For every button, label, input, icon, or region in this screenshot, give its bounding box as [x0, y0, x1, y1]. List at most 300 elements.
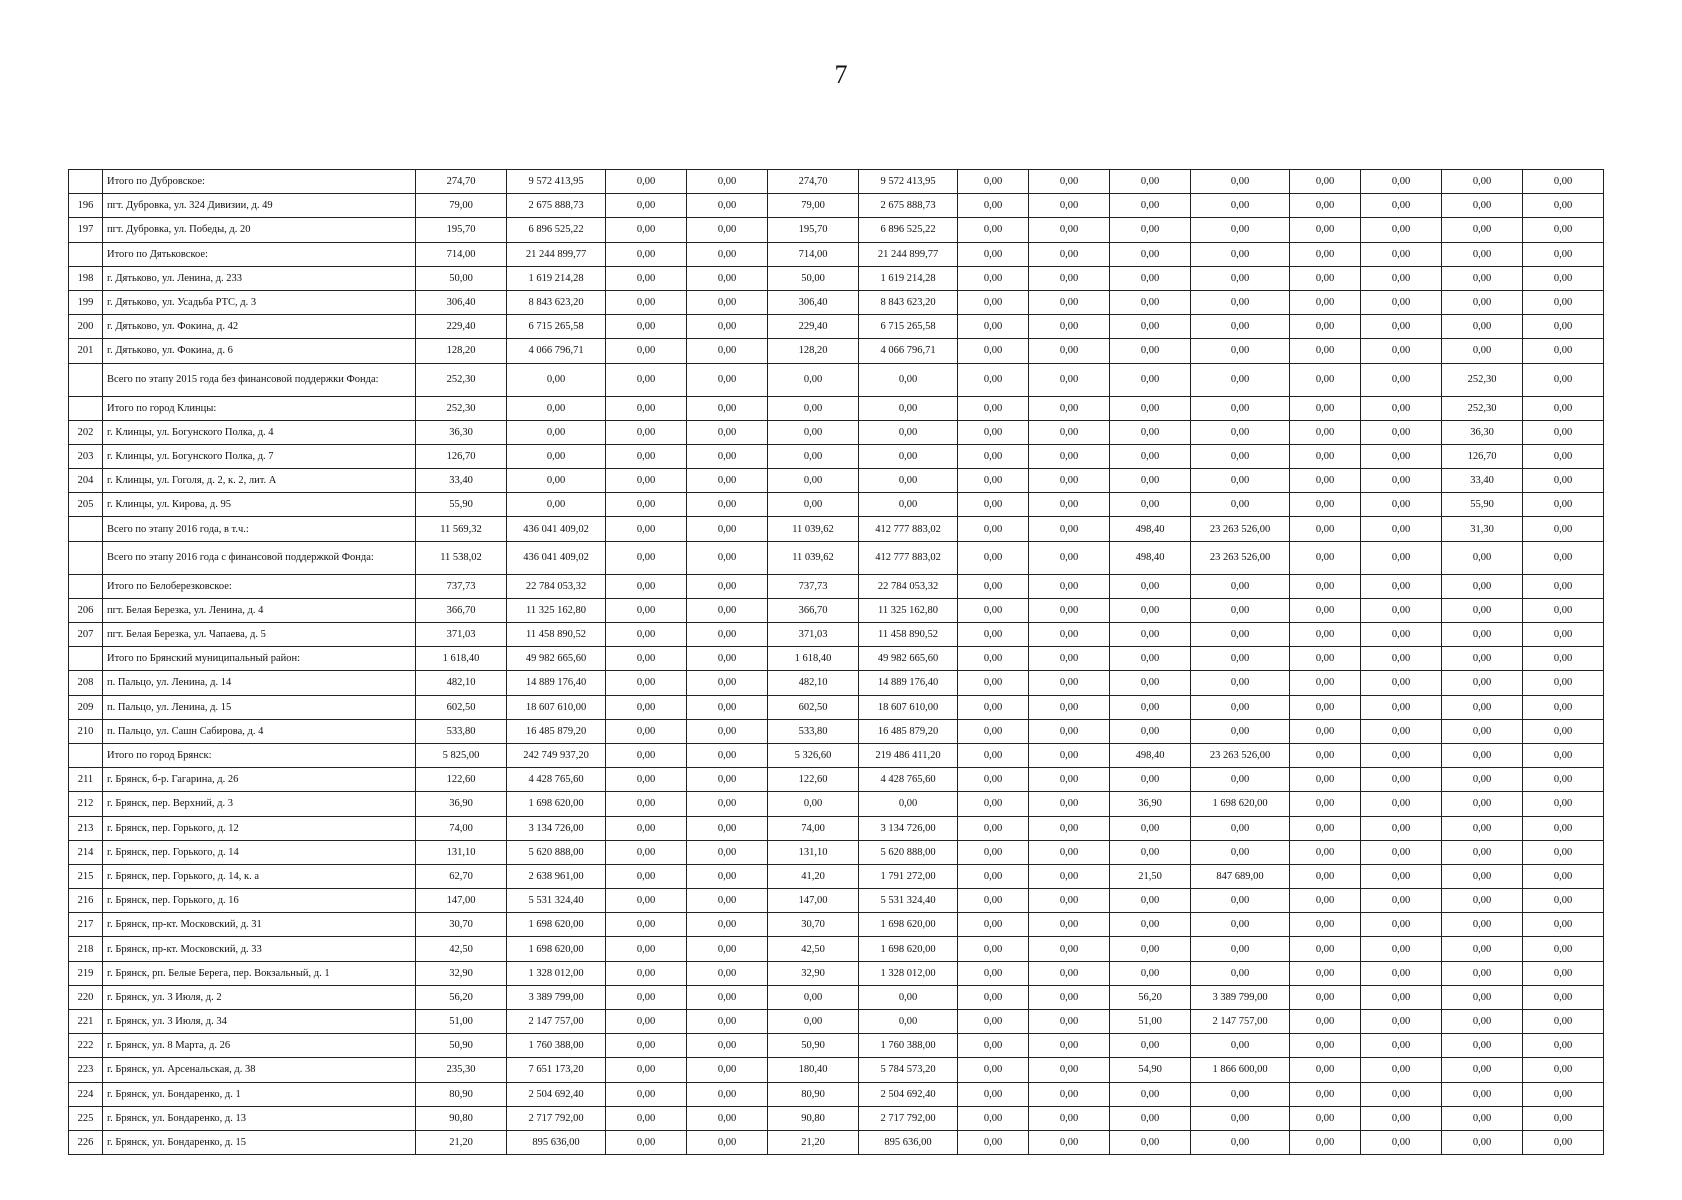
value-cell: 1 791 272,00: [859, 864, 958, 888]
value-cell: 0,00: [958, 1106, 1029, 1130]
address-cell: г. Брянск, ул. Бондаренко, д. 15: [103, 1130, 416, 1154]
value-cell: 0,00: [1029, 469, 1110, 493]
value-cell: 180,40: [768, 1058, 859, 1082]
value-cell: 0,00: [1361, 1106, 1442, 1130]
address-cell: Всего по этапу 2016 года, в т.ч.:: [103, 517, 416, 541]
value-cell: 0,00: [1191, 816, 1290, 840]
table-row: [69, 816, 1604, 840]
value-cell: 0,00: [768, 1010, 859, 1034]
value-cell: 0,00: [1191, 695, 1290, 719]
value-cell: 0,00: [1110, 719, 1191, 743]
value-cell: 0,00: [1290, 889, 1361, 913]
table-row: [69, 1082, 1604, 1106]
value-cell: 0,00: [1442, 194, 1523, 218]
value-cell: 0,00: [1523, 864, 1604, 888]
value-cell: 0,00: [958, 444, 1029, 468]
value-cell: 0,00: [1191, 266, 1290, 290]
value-cell: 0,00: [1442, 339, 1523, 363]
value-cell: 0,00: [507, 493, 606, 517]
value-cell: 412 777 883,02: [859, 541, 958, 574]
value-cell: 0,00: [606, 363, 687, 396]
value-cell: 0,00: [687, 218, 768, 242]
value-cell: 0,00: [1523, 623, 1604, 647]
value-cell: 0,00: [1110, 266, 1191, 290]
table-row: [69, 574, 1604, 598]
address-cell: г. Брянск, ул. 3 Июля, д. 2: [103, 985, 416, 1009]
value-cell: 0,00: [768, 493, 859, 517]
value-cell: 371,03: [768, 623, 859, 647]
value-cell: 714,00: [416, 242, 507, 266]
value-cell: 0,00: [1029, 420, 1110, 444]
value-cell: 16 485 879,20: [859, 719, 958, 743]
value-cell: 0,00: [1110, 961, 1191, 985]
value-cell: 0,00: [1442, 1082, 1523, 1106]
value-cell: 1 698 620,00: [507, 937, 606, 961]
value-cell: 533,80: [416, 719, 507, 743]
table-row: [69, 444, 1604, 468]
value-cell: 21,20: [416, 1130, 507, 1154]
value-cell: 11 538,02: [416, 541, 507, 574]
value-cell: 55,90: [416, 493, 507, 517]
table-row: [69, 339, 1604, 363]
value-cell: 0,00: [1191, 1034, 1290, 1058]
value-cell: 306,40: [416, 290, 507, 314]
value-cell: 0,00: [859, 363, 958, 396]
value-cell: 0,00: [687, 242, 768, 266]
value-cell: 31,30: [1442, 517, 1523, 541]
value-cell: 0,00: [1442, 647, 1523, 671]
value-cell: 122,60: [768, 768, 859, 792]
value-cell: 0,00: [958, 695, 1029, 719]
value-cell: 5 531 324,40: [859, 889, 958, 913]
value-cell: 0,00: [606, 623, 687, 647]
value-cell: 436 041 409,02: [507, 517, 606, 541]
value-cell: 131,10: [416, 840, 507, 864]
value-cell: 0,00: [859, 444, 958, 468]
table-row: [69, 864, 1604, 888]
value-cell: 2 504 692,40: [507, 1082, 606, 1106]
value-cell: 0,00: [1191, 420, 1290, 444]
value-cell: 252,30: [416, 396, 507, 420]
value-cell: 90,80: [416, 1106, 507, 1130]
address-cell: Итого по Дубровское:: [103, 170, 416, 194]
value-cell: 1 698 620,00: [859, 913, 958, 937]
value-cell: 0,00: [958, 574, 1029, 598]
value-cell: 0,00: [1290, 469, 1361, 493]
value-cell: 0,00: [606, 840, 687, 864]
value-cell: 0,00: [1191, 242, 1290, 266]
value-cell: 11 569,32: [416, 517, 507, 541]
value-cell: 0,00: [1290, 937, 1361, 961]
value-cell: 0,00: [1361, 517, 1442, 541]
value-cell: 0,00: [768, 792, 859, 816]
value-cell: 0,00: [958, 315, 1029, 339]
value-cell: 0,00: [1442, 623, 1523, 647]
value-cell: 0,00: [1523, 574, 1604, 598]
value-cell: 8 843 623,20: [507, 290, 606, 314]
value-cell: 11 039,62: [768, 517, 859, 541]
value-cell: 0,00: [606, 598, 687, 622]
value-cell: 33,40: [1442, 469, 1523, 493]
table-row: [69, 913, 1604, 937]
address-cell: г. Брянск, пер. Горького, д. 12: [103, 816, 416, 840]
row-number-cell: 214: [69, 840, 103, 864]
value-cell: 9 572 413,95: [859, 170, 958, 194]
value-cell: 5 531 324,40: [507, 889, 606, 913]
value-cell: 0,00: [1290, 315, 1361, 339]
value-cell: 0,00: [1523, 469, 1604, 493]
row-number-cell: 218: [69, 937, 103, 961]
value-cell: 0,00: [687, 1130, 768, 1154]
table-row: [69, 768, 1604, 792]
value-cell: 0,00: [1361, 985, 1442, 1009]
value-cell: 0,00: [1523, 816, 1604, 840]
row-number-cell: 217: [69, 913, 103, 937]
value-cell: 0,00: [606, 864, 687, 888]
value-cell: 5 620 888,00: [859, 840, 958, 864]
table-body: [69, 170, 1604, 1155]
value-cell: 0,00: [687, 444, 768, 468]
value-cell: 0,00: [1110, 420, 1191, 444]
value-cell: 56,20: [1110, 985, 1191, 1009]
value-cell: 0,00: [606, 985, 687, 1009]
value-cell: 5 825,00: [416, 743, 507, 767]
value-cell: 0,00: [1442, 1034, 1523, 1058]
value-cell: 32,90: [768, 961, 859, 985]
value-cell: 0,00: [687, 864, 768, 888]
value-cell: 22 784 053,32: [507, 574, 606, 598]
value-cell: 0,00: [1361, 1010, 1442, 1034]
value-cell: 131,10: [768, 840, 859, 864]
value-cell: 0,00: [606, 517, 687, 541]
value-cell: 0,00: [958, 840, 1029, 864]
value-cell: 0,00: [958, 889, 1029, 913]
value-cell: 16 485 879,20: [507, 719, 606, 743]
row-number-cell: 196: [69, 194, 103, 218]
value-cell: 0,00: [687, 1058, 768, 1082]
value-cell: 0,00: [1290, 1106, 1361, 1130]
value-cell: 74,00: [768, 816, 859, 840]
value-cell: 0,00: [1290, 493, 1361, 517]
value-cell: 51,00: [416, 1010, 507, 1034]
row-number-cell: [69, 647, 103, 671]
value-cell: 0,00: [507, 444, 606, 468]
value-cell: 0,00: [606, 719, 687, 743]
value-cell: 0,00: [859, 396, 958, 420]
value-cell: 0,00: [768, 396, 859, 420]
row-number-cell: [69, 541, 103, 574]
row-number-cell: 212: [69, 792, 103, 816]
value-cell: 0,00: [1442, 719, 1523, 743]
value-cell: 7 651 173,20: [507, 1058, 606, 1082]
value-cell: 0,00: [1191, 719, 1290, 743]
value-cell: 229,40: [768, 315, 859, 339]
value-cell: 0,00: [1029, 1082, 1110, 1106]
value-cell: 0,00: [1290, 170, 1361, 194]
value-cell: 0,00: [1361, 1034, 1442, 1058]
value-cell: 0,00: [1110, 1106, 1191, 1130]
value-cell: 895 636,00: [859, 1130, 958, 1154]
value-cell: 0,00: [1361, 396, 1442, 420]
value-cell: 2 675 888,73: [507, 194, 606, 218]
row-number-cell: 204: [69, 469, 103, 493]
value-cell: 0,00: [1523, 743, 1604, 767]
value-cell: 0,00: [1442, 598, 1523, 622]
table-row: [69, 290, 1604, 314]
value-cell: 0,00: [1029, 574, 1110, 598]
value-cell: 1 866 600,00: [1191, 1058, 1290, 1082]
value-cell: 0,00: [1029, 768, 1110, 792]
address-cell: пгт. Белая Березка, ул. Чапаева, д. 5: [103, 623, 416, 647]
value-cell: 0,00: [1029, 218, 1110, 242]
value-cell: 0,00: [1290, 242, 1361, 266]
value-cell: 0,00: [1361, 792, 1442, 816]
value-cell: 0,00: [1442, 889, 1523, 913]
value-cell: 0,00: [1442, 768, 1523, 792]
row-number-cell: 211: [69, 768, 103, 792]
value-cell: 30,70: [768, 913, 859, 937]
value-cell: 0,00: [1110, 469, 1191, 493]
value-cell: 0,00: [1029, 315, 1110, 339]
value-cell: 1 618,40: [768, 647, 859, 671]
value-cell: 1 328 012,00: [507, 961, 606, 985]
value-cell: 0,00: [687, 598, 768, 622]
value-cell: 0,00: [1029, 541, 1110, 574]
value-cell: 0,00: [687, 290, 768, 314]
address-cell: г. Дятьково, ул. Фокина, д. 6: [103, 339, 416, 363]
value-cell: 4 428 765,60: [507, 768, 606, 792]
value-cell: 0,00: [1290, 985, 1361, 1009]
value-cell: 0,00: [1110, 363, 1191, 396]
value-cell: 2 147 757,00: [1191, 1010, 1290, 1034]
value-cell: 0,00: [1029, 1010, 1110, 1034]
address-cell: Всего по этапу 2016 года с финансовой поддержкой Фонда:: [103, 541, 416, 574]
table-row: [69, 1010, 1604, 1034]
value-cell: 0,00: [1361, 816, 1442, 840]
value-cell: 0,00: [1191, 623, 1290, 647]
value-cell: 0,00: [1029, 1106, 1110, 1130]
value-cell: 0,00: [1290, 913, 1361, 937]
value-cell: 0,00: [859, 469, 958, 493]
value-cell: 51,00: [1110, 1010, 1191, 1034]
value-cell: 0,00: [1361, 493, 1442, 517]
value-cell: 0,00: [1523, 671, 1604, 695]
value-cell: 0,00: [1361, 290, 1442, 314]
value-cell: 36,90: [1110, 792, 1191, 816]
value-cell: 0,00: [1110, 170, 1191, 194]
value-cell: 0,00: [1523, 170, 1604, 194]
value-cell: 4 066 796,71: [507, 339, 606, 363]
table-row: [69, 985, 1604, 1009]
address-cell: пгт. Дубровка, ул. 324 Дивизии, д. 49: [103, 194, 416, 218]
value-cell: 23 263 526,00: [1191, 541, 1290, 574]
value-cell: 0,00: [958, 961, 1029, 985]
value-cell: 737,73: [416, 574, 507, 598]
value-cell: 0,00: [1361, 647, 1442, 671]
table-row: [69, 961, 1604, 985]
value-cell: 49 982 665,60: [507, 647, 606, 671]
value-cell: 0,00: [1029, 266, 1110, 290]
value-cell: 0,00: [1191, 889, 1290, 913]
value-cell: 0,00: [606, 170, 687, 194]
value-cell: 0,00: [1029, 339, 1110, 363]
value-cell: 0,00: [1442, 1058, 1523, 1082]
value-cell: 0,00: [1029, 363, 1110, 396]
row-number-cell: 210: [69, 719, 103, 743]
value-cell: 0,00: [1110, 242, 1191, 266]
value-cell: 0,00: [1029, 194, 1110, 218]
value-cell: 366,70: [416, 598, 507, 622]
value-cell: 0,00: [1290, 864, 1361, 888]
table-row: [69, 493, 1604, 517]
value-cell: 274,70: [768, 170, 859, 194]
row-number-cell: [69, 743, 103, 767]
address-cell: пгт. Дубровка, ул. Победы, д. 20: [103, 218, 416, 242]
value-cell: 11 458 890,52: [507, 623, 606, 647]
value-cell: 0,00: [1523, 363, 1604, 396]
value-cell: 0,00: [958, 363, 1029, 396]
value-cell: 0,00: [1290, 194, 1361, 218]
value-cell: 0,00: [958, 339, 1029, 363]
value-cell: 0,00: [1029, 792, 1110, 816]
value-cell: 0,00: [606, 792, 687, 816]
row-number-cell: 223: [69, 1058, 103, 1082]
value-cell: 14 889 176,40: [859, 671, 958, 695]
value-cell: 0,00: [1191, 598, 1290, 622]
value-cell: 5 620 888,00: [507, 840, 606, 864]
value-cell: 0,00: [1361, 623, 1442, 647]
value-cell: 50,00: [768, 266, 859, 290]
value-cell: 0,00: [1290, 363, 1361, 396]
value-cell: 0,00: [1361, 1130, 1442, 1154]
table-row: [69, 623, 1604, 647]
value-cell: 0,00: [687, 985, 768, 1009]
value-cell: 80,90: [768, 1082, 859, 1106]
row-number-cell: 213: [69, 816, 103, 840]
value-cell: 50,90: [768, 1034, 859, 1058]
row-number-cell: 198: [69, 266, 103, 290]
row-number-cell: 208: [69, 671, 103, 695]
value-cell: 0,00: [1110, 695, 1191, 719]
value-cell: 0,00: [687, 194, 768, 218]
value-cell: 0,00: [687, 469, 768, 493]
value-cell: 0,00: [958, 170, 1029, 194]
value-cell: 0,00: [1110, 396, 1191, 420]
value-cell: 9 572 413,95: [507, 170, 606, 194]
value-cell: 6 715 265,58: [507, 315, 606, 339]
value-cell: 0,00: [1361, 1082, 1442, 1106]
value-cell: 0,00: [1290, 1082, 1361, 1106]
value-cell: 0,00: [687, 517, 768, 541]
table-row: [69, 719, 1604, 743]
address-cell: пгт. Белая Березка, ул. Ленина, д. 4: [103, 598, 416, 622]
value-cell: 0,00: [859, 1010, 958, 1034]
value-cell: 0,00: [1110, 315, 1191, 339]
value-cell: 0,00: [1523, 985, 1604, 1009]
value-cell: 0,00: [768, 985, 859, 1009]
value-cell: 0,00: [1523, 647, 1604, 671]
value-cell: 0,00: [1523, 792, 1604, 816]
value-cell: 0,00: [1191, 290, 1290, 314]
address-cell: Итого по город Клинцы:: [103, 396, 416, 420]
value-cell: 0,00: [1191, 315, 1290, 339]
address-cell: п. Пальцо, ул. Ленина, д. 15: [103, 695, 416, 719]
value-cell: 0,00: [1110, 768, 1191, 792]
table-row: [69, 1058, 1604, 1082]
value-cell: 0,00: [687, 671, 768, 695]
table-row: [69, 469, 1604, 493]
row-number-cell: 225: [69, 1106, 103, 1130]
value-cell: 0,00: [1523, 218, 1604, 242]
value-cell: 0,00: [1110, 937, 1191, 961]
value-cell: 0,00: [1110, 671, 1191, 695]
value-cell: 0,00: [1442, 671, 1523, 695]
value-cell: 0,00: [1029, 937, 1110, 961]
value-cell: 0,00: [507, 469, 606, 493]
value-cell: 0,00: [1110, 194, 1191, 218]
value-cell: 0,00: [1361, 1058, 1442, 1082]
value-cell: 0,00: [1523, 1010, 1604, 1034]
value-cell: 0,00: [606, 1130, 687, 1154]
value-cell: 0,00: [507, 396, 606, 420]
value-cell: 252,30: [1442, 363, 1523, 396]
address-cell: г. Брянск, ул. Бондаренко, д. 13: [103, 1106, 416, 1130]
value-cell: 0,00: [1290, 396, 1361, 420]
value-cell: 0,00: [1290, 792, 1361, 816]
row-number-cell: 222: [69, 1034, 103, 1058]
value-cell: 0,00: [606, 420, 687, 444]
value-cell: 3 134 726,00: [507, 816, 606, 840]
value-cell: 0,00: [1442, 574, 1523, 598]
value-cell: 5 326,60: [768, 743, 859, 767]
value-cell: 0,00: [687, 574, 768, 598]
value-cell: 0,00: [1191, 444, 1290, 468]
value-cell: 90,80: [768, 1106, 859, 1130]
value-cell: 8 843 623,20: [859, 290, 958, 314]
value-cell: 0,00: [606, 937, 687, 961]
value-cell: 0,00: [1361, 242, 1442, 266]
value-cell: 0,00: [958, 623, 1029, 647]
value-cell: 0,00: [1290, 598, 1361, 622]
table-row: [69, 541, 1604, 574]
value-cell: 0,00: [606, 671, 687, 695]
value-cell: 0,00: [1029, 242, 1110, 266]
value-cell: 1 698 620,00: [507, 792, 606, 816]
value-cell: 0,00: [1110, 290, 1191, 314]
value-cell: 0,00: [606, 444, 687, 468]
value-cell: 0,00: [1110, 444, 1191, 468]
value-cell: 0,00: [1523, 1058, 1604, 1082]
value-cell: 0,00: [1523, 1082, 1604, 1106]
value-cell: 0,00: [1361, 937, 1442, 961]
address-cell: Итого по Белоберезковское:: [103, 574, 416, 598]
row-number-cell: [69, 363, 103, 396]
value-cell: 229,40: [416, 315, 507, 339]
value-cell: 0,00: [1191, 913, 1290, 937]
value-cell: 50,90: [416, 1034, 507, 1058]
value-cell: 0,00: [1029, 170, 1110, 194]
address-cell: г. Брянск, ул. Бондаренко, д. 1: [103, 1082, 416, 1106]
table-row: [69, 743, 1604, 767]
value-cell: 23 263 526,00: [1191, 517, 1290, 541]
row-number-cell: 202: [69, 420, 103, 444]
value-cell: 0,00: [1361, 598, 1442, 622]
table-row: [69, 598, 1604, 622]
value-cell: 498,40: [1110, 743, 1191, 767]
value-cell: 0,00: [1290, 816, 1361, 840]
value-cell: 0,00: [1523, 444, 1604, 468]
value-cell: 0,00: [1191, 840, 1290, 864]
